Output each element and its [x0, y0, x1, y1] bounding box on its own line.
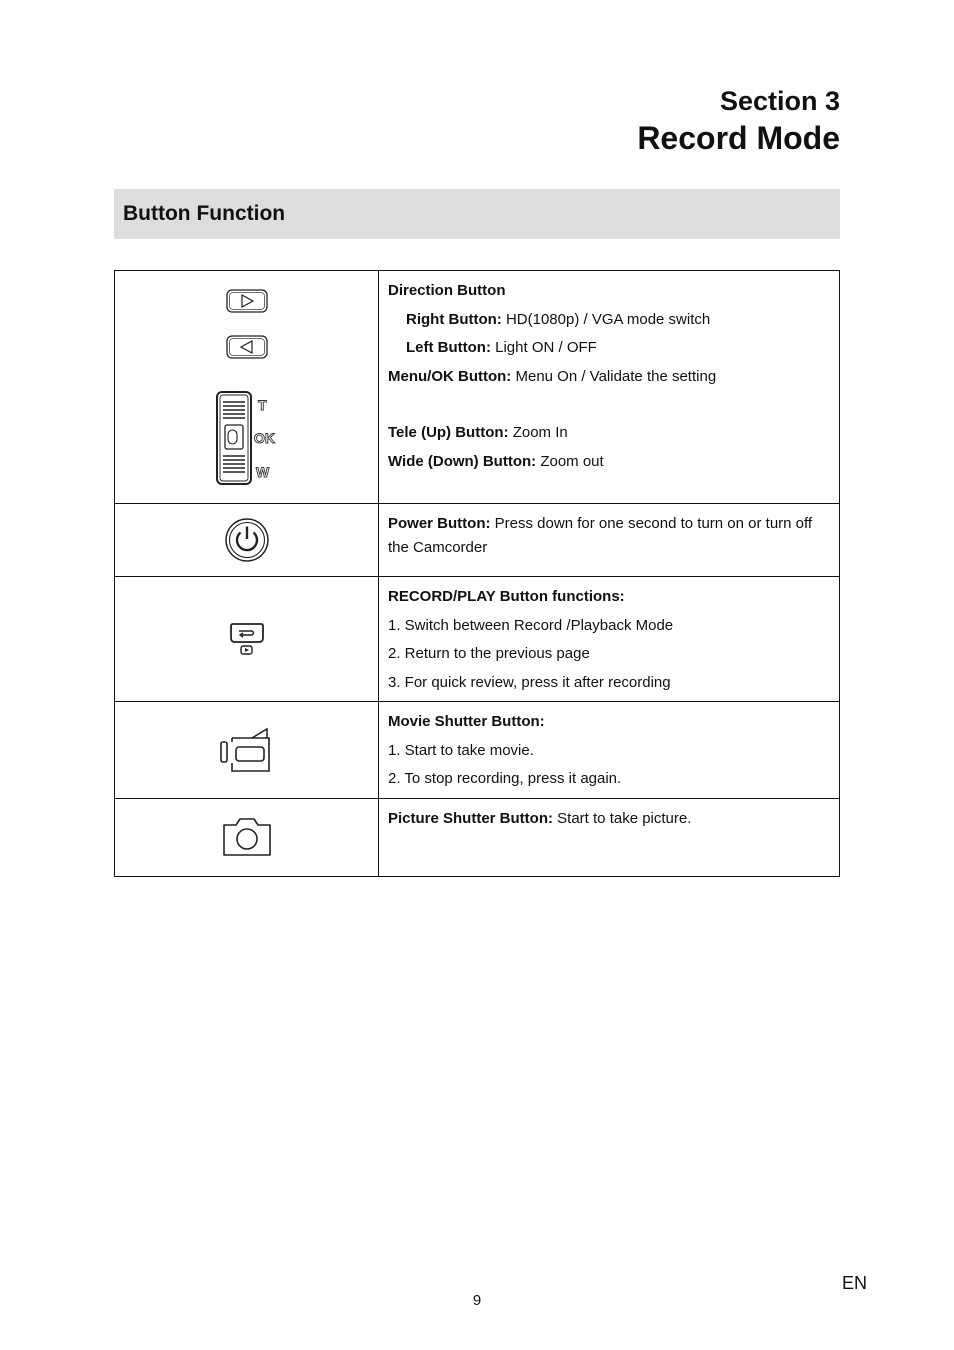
desc-line: 2. Return to the previous page [388, 645, 590, 662]
table-row [115, 271, 840, 504]
desc-line: Right Button: HD(1080p) / VGA mode switch [406, 310, 711, 328]
icon-cell [115, 271, 379, 504]
description-cell [379, 798, 840, 876]
description-cell [379, 702, 840, 799]
wide-label: W [255, 464, 269, 480]
zoom-rocker-icon [115, 390, 378, 486]
desc-line: Left Button: Light ON / OFF [406, 339, 597, 356]
power-icon [115, 517, 378, 563]
left-arrow-button-icon [115, 334, 378, 360]
icon-cell [115, 577, 379, 702]
description-cell [379, 504, 840, 577]
camera-icon [115, 816, 378, 858]
desc-line: RECORD/PLAY Button functions: [388, 588, 625, 605]
description-cell [379, 271, 840, 504]
desc-line: 2. To stop recording, press it again. [388, 770, 622, 787]
button-function-table [114, 270, 840, 877]
desc-line: 3. For quick review, press it after recording [388, 673, 671, 691]
section-title: Record Mode [637, 120, 840, 156]
page-title-block [637, 84, 840, 158]
page-number: 9 [472, 1292, 482, 1309]
section-banner: Button Function [114, 189, 840, 239]
icon-cell [115, 798, 379, 876]
table-row [115, 798, 840, 876]
icon-cell [115, 702, 379, 799]
icon-cell [115, 504, 379, 577]
desc-line: Power Button: Press down for one second to turn on or turn off the Camcorder [388, 515, 813, 556]
table-row [115, 577, 840, 702]
desc-line: Direction Button [388, 282, 506, 299]
desc-line: 1. Switch between Record /Playback Mode [388, 616, 674, 634]
tele-label: T [257, 397, 267, 413]
table-row [115, 702, 840, 799]
desc-line: Movie Shutter Button: [388, 713, 545, 730]
language-label: EN [841, 1273, 867, 1293]
desc-line: Picture Shutter Button: Start to take picture. [388, 809, 692, 827]
video-camera-icon [115, 727, 378, 773]
desc-line: 1. Start to take movie. [388, 741, 534, 759]
right-arrow-button-icon [115, 288, 378, 314]
desc-line: Wide (Down) Button: Zoom out [388, 452, 604, 470]
desc-line: Menu/OK Button: Menu On / Validate the setting [388, 367, 717, 385]
record-play-icon [115, 622, 378, 656]
desc-line: Tele (Up) Button: Zoom In [388, 424, 568, 441]
ok-label: OK [253, 430, 275, 446]
description-cell [379, 577, 840, 702]
table-row [115, 504, 840, 577]
section-number: Section 3 [719, 86, 840, 116]
